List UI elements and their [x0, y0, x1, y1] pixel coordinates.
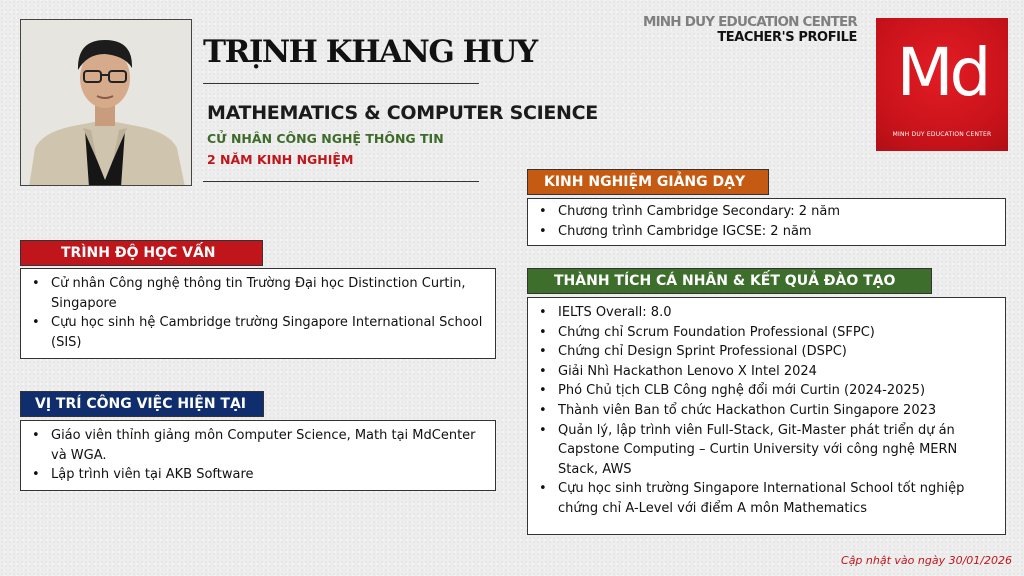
list-item: • Lập trình viên tại AKB Software: [26, 465, 485, 485]
logo-mark: Md: [896, 34, 988, 111]
list-item: • Phó Chủ tịch CLB Công nghệ đổi mới Curtin (2024-2025): [533, 381, 995, 401]
experience-years: 2 NĂM KINH NGHIỆM: [207, 152, 354, 167]
list-item: • Thành viên Ban tổ chức Hackathon Curtin Singapore 2023: [533, 401, 995, 421]
list-item: • Chương trình Cambridge Secondary: 2 năm: [533, 202, 995, 222]
center-name: MINH DUY EDUCATION CENTER: [642, 14, 857, 30]
teaching-subject: MATHEMATICS & COMPUTER SCIENCE: [207, 102, 598, 124]
teacher-portrait-icon: [21, 20, 192, 186]
list-item: • Chứng chỉ Design Sprint Professional (DSPC): [533, 342, 995, 362]
degree-label: CỬ NHÂN CÔNG NGHỆ THÔNG TIN: [207, 131, 444, 146]
teaching-box: [527, 198, 1006, 246]
divider-top: [203, 83, 479, 84]
teaching-title: KINH NGHIỆM GIẢNG DẠY: [544, 174, 746, 190]
list-item: • Chứng chỉ Scrum Foundation Professional (SFPC): [533, 323, 995, 343]
list-item: • Giáo viên thỉnh giảng môn Computer Science, Math tại MdCenter và WGA.: [26, 426, 485, 465]
education-box: [20, 268, 496, 359]
teacher-photo: [20, 19, 192, 186]
teacher-name: TRỊNH KHANG HUY: [203, 34, 537, 70]
list-item: • Quản lý, lập trình viên Full-Stack, Git-Master phát triển dự án Capstone Computing – Curtin University với công nghệ MERN Stack, AWS: [533, 421, 995, 480]
position-box: [20, 420, 496, 491]
update-date: Cập nhật vào ngày 30/01/2026: [841, 554, 1012, 567]
list-item: • Chương trình Cambridge IGCSE: 2 năm: [533, 222, 995, 242]
divider-bottom: [203, 181, 479, 182]
list-item: • Giải Nhì Hackathon Lenovo X Intel 2024: [533, 362, 995, 382]
list-item: • Cựu học sinh hệ Cambridge trường Singapore International School (SIS): [26, 313, 485, 352]
center-logo: [876, 18, 1008, 151]
logo-caption: MINH DUY EDUCATION CENTER: [892, 131, 992, 138]
profile-subtitle: TEACHER'S PROFILE: [717, 30, 857, 45]
position-title: VỊ TRÍ CÔNG VIỆC HIỆN TẠI: [35, 396, 247, 412]
achievements-heading: [527, 268, 932, 294]
achievements-box: [527, 297, 1006, 535]
list-item: • IELTS Overall: 8.0: [533, 303, 995, 323]
teaching-heading: [527, 169, 769, 195]
achievements-title: THÀNH TÍCH CÁ NHÂN & KẾT QUẢ ĐÀO TẠO: [554, 273, 896, 289]
list-item: • Cử nhân Công nghệ thông tin Trường Đại học Distinction Curtin, Singapore: [26, 274, 485, 313]
list-item: • Cựu học sinh trường Singapore International School tốt nghiệp chứng chỉ A-Level với điểm A môn Mathematics: [533, 479, 995, 518]
education-heading: [20, 240, 263, 266]
position-heading: [20, 391, 264, 417]
education-title: TRÌNH ĐỘ HỌC VẤN: [61, 245, 216, 261]
